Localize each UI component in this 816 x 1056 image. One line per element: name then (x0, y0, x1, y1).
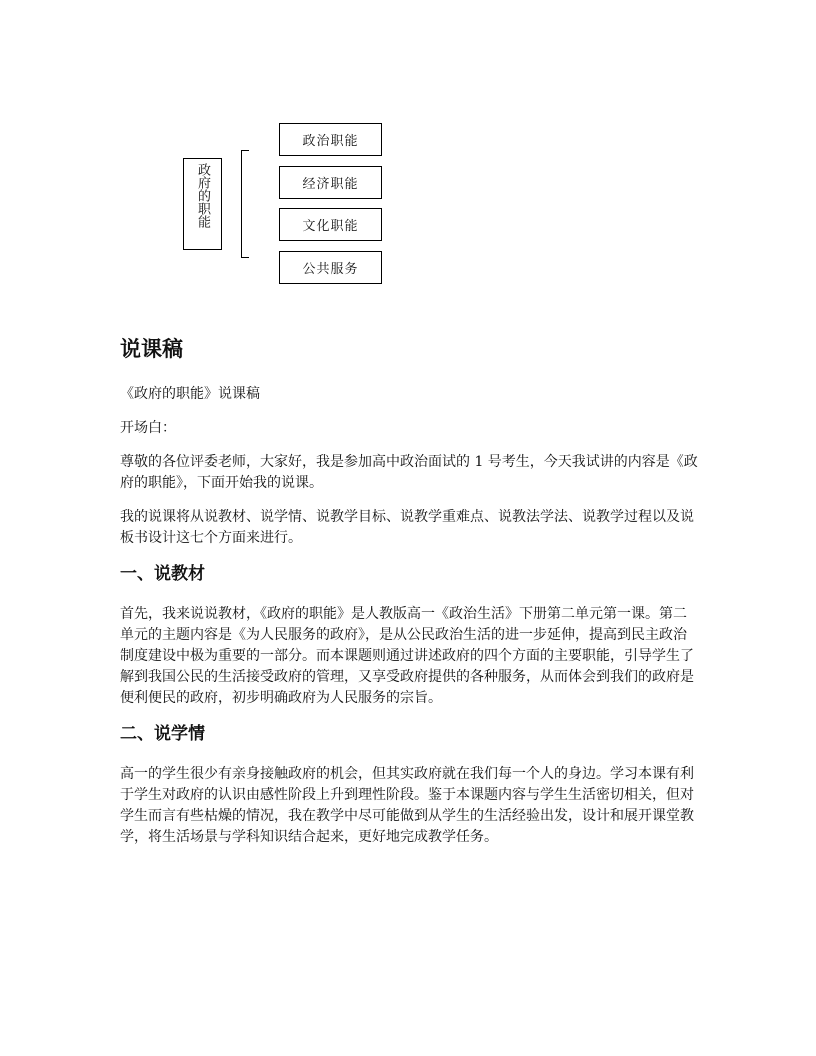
opening-label: 开场白： (120, 420, 176, 436)
opening-paragraph: 尊敬的各位评委老师，大家好，我是参加高中政治面试的 1 号考生，今天我试讲的内容是《政府的职能》，下面开始我的说课。 (120, 454, 698, 491)
overview-paragraph: 我的说课将从说教材、说学情、说教学目标、说教学重难点、说教法学法、说教学过程以及说板书设计这七个方面来进行。 (120, 509, 694, 546)
section-paragraph-students: 高一的学生很少有亲身接触政府的机会，但其实政府就在我们每一个人的身边。学习本课有利于学生对政府的认识由感性阶段上升到理性阶段。鉴于本课题内容与学生生活密切相关，但对学生而言有些枯燥的情况，我在教学中尽可能做到从学生的生活经验出发，设计和展开课堂教学，将生活场景与学科知识结合起来，更好地完成教学任务。 (120, 766, 694, 845)
section-heading-students: 二、说学情 (120, 724, 205, 744)
section-paragraph-textbook: 首先，我来说说教材，《政府的职能》是人教版高一《政治生活》下册第二单元第一课。第二单元的主题内容是《为人民服务的政府》，是从公民政治生活的进一步延伸，提高到民主政治制度建设中极为重要的一部分。而本课题则通过讲述政府的四个方面的主要职能，引导学生了解到我国公民的生活接受政府的管理，又享受政府提供的各种服务，从而体会到我们的政府是便利便民的政府，初步明确政府为人民服务的宗旨。 (120, 606, 694, 706)
document-body (120, 334, 698, 861)
diagram-branch-label: 经济职能 (302, 177, 359, 192)
diagram-branch-cultural (279, 208, 382, 241)
diagram-branch-label: 文化职能 (302, 219, 359, 234)
diagram-branch-economic (279, 166, 382, 199)
diagram-branch-public-service (279, 251, 382, 284)
diagram-bracket (241, 150, 249, 258)
document-subtitle: 《政府的职能》说课稿 (120, 386, 260, 402)
diagram-branch-political (279, 123, 382, 156)
diagram-branch-label: 政治职能 (302, 134, 359, 149)
document-title: 说课稿 (120, 337, 183, 361)
diagram-root-box (183, 158, 222, 250)
functions-diagram (0, 0, 816, 300)
section-heading-textbook: 一、说教材 (120, 564, 205, 584)
diagram-branch-label: 公共服务 (302, 262, 359, 277)
diagram-root-label: 政府的职能 (195, 163, 210, 228)
